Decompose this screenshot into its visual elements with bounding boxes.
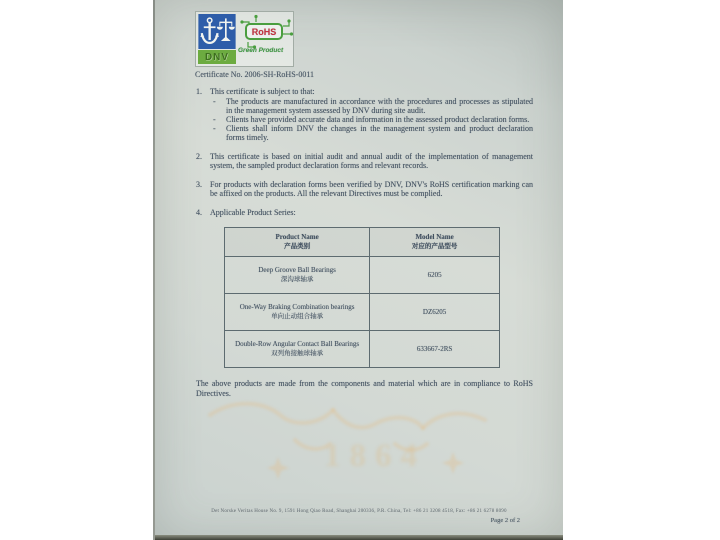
clause-2 [196,152,533,170]
clause-4-number: 4. [196,208,202,217]
table-row [225,294,500,331]
subitem-1-dash: - [213,97,216,106]
row-2-product [225,294,370,331]
clause-2-number: 2. [196,152,202,161]
clause-3-text: For products with declaration forms been verified by DNV, DNV's RoHS certification marking can be affixed on the products. All the relevant Directives must be complied. [210,180,533,198]
header-model-name-en: Model Name [415,232,454,241]
table-row [225,331,500,368]
dnv-rohs-logo [195,11,294,67]
clause-1-text: This certificate is subject to that: [210,87,315,96]
rohs-logo [236,14,291,64]
rohs-badge [245,23,283,40]
certificate-paper [153,0,563,540]
clause-2-text: This certificate is based on initial audit and annual audit of the implementation of management system, the sampled product declaration forms and relevant records. [210,152,533,170]
subitem-1 [213,97,533,115]
header-model-name-zh: 对应的产品型号 [411,243,458,250]
header-product-name [225,228,370,257]
clause-3 [196,180,533,198]
green-product-label: Green Product [238,47,284,54]
document-content [155,0,563,540]
header-model-name [370,228,500,257]
row-2-product-zh: 单向止动组合轴承 [271,313,324,320]
product-table-wrap [224,227,500,368]
dnv-wordmark [198,50,236,64]
subitem-2-text: Clients have provided accurate data and information in the assessed product declaration forms. [226,115,530,124]
rohs-badge-text: RoHS [251,26,277,37]
header-product-name-zh: 产品类别 [284,243,311,250]
subitem-3-text: Clients shall inform DNV the changes in the management system and product declaration forms timely. [226,124,533,142]
row-3-product [225,331,370,368]
row-1-product-zh: 深沟球轴承 [280,276,314,283]
clause-3-number: 3. [196,180,202,189]
row-3-model: 633667-2RS [370,331,500,368]
page-number: Page 2 of 2 [490,517,520,524]
dnv-logo [198,14,236,64]
subitem-3 [213,124,533,142]
closing-statement: The above products are made from the components and material which are in compliance to RoHS Directives. [196,379,533,398]
clause-1-number: 1. [196,87,202,96]
header-product-name-en: Product Name [275,232,319,241]
dnv-wordmark-text: DNV [204,51,230,63]
row-2-model: DZ6205 [370,294,500,331]
subitem-2-dash: - [213,115,216,124]
clause-list [196,87,533,217]
row-1-model: 6205 [370,257,500,294]
footer-address: Det Norske Veritas House No. 9, 1591 Hong Qiao Road, Shanghai 200336, P.R. China, Tel: +86 21 3208 4518, Fax: +86 21 6278 8090 [211,509,507,514]
table-row [225,257,500,294]
certificate-number: Certificate No. 2006-SH-RoHS-0011 [195,70,315,79]
row-3-product-zh: 双列角接触球轴承 [271,350,324,357]
row-1-product-en: Deep Groove Ball Bearings [258,265,336,274]
row-3-product-en: Double-Row Angular Contact Ball Bearings [235,339,360,348]
subitem-2 [213,115,533,124]
subitem-1-text: The products are manufactured in accordance with the procedures and processes as stipulated in the management system assessed by DNV during site audit. [226,97,533,115]
clause-1 [196,87,533,96]
subitem-3-dash: - [213,124,216,133]
clause-1-subitems [213,97,533,142]
row-2-product-en: One-Way Braking Combination bearings [239,302,355,311]
watermark-year: 1864 [324,438,426,474]
clause-4 [196,208,533,217]
dnv-anchor-scales-icon [198,14,236,49]
clause-4-text: Applicable Product Series: [210,208,296,217]
table-header-row [225,228,500,257]
product-table [224,227,500,368]
row-1-product [225,257,370,294]
photo-bottom-shadow [155,535,563,540]
